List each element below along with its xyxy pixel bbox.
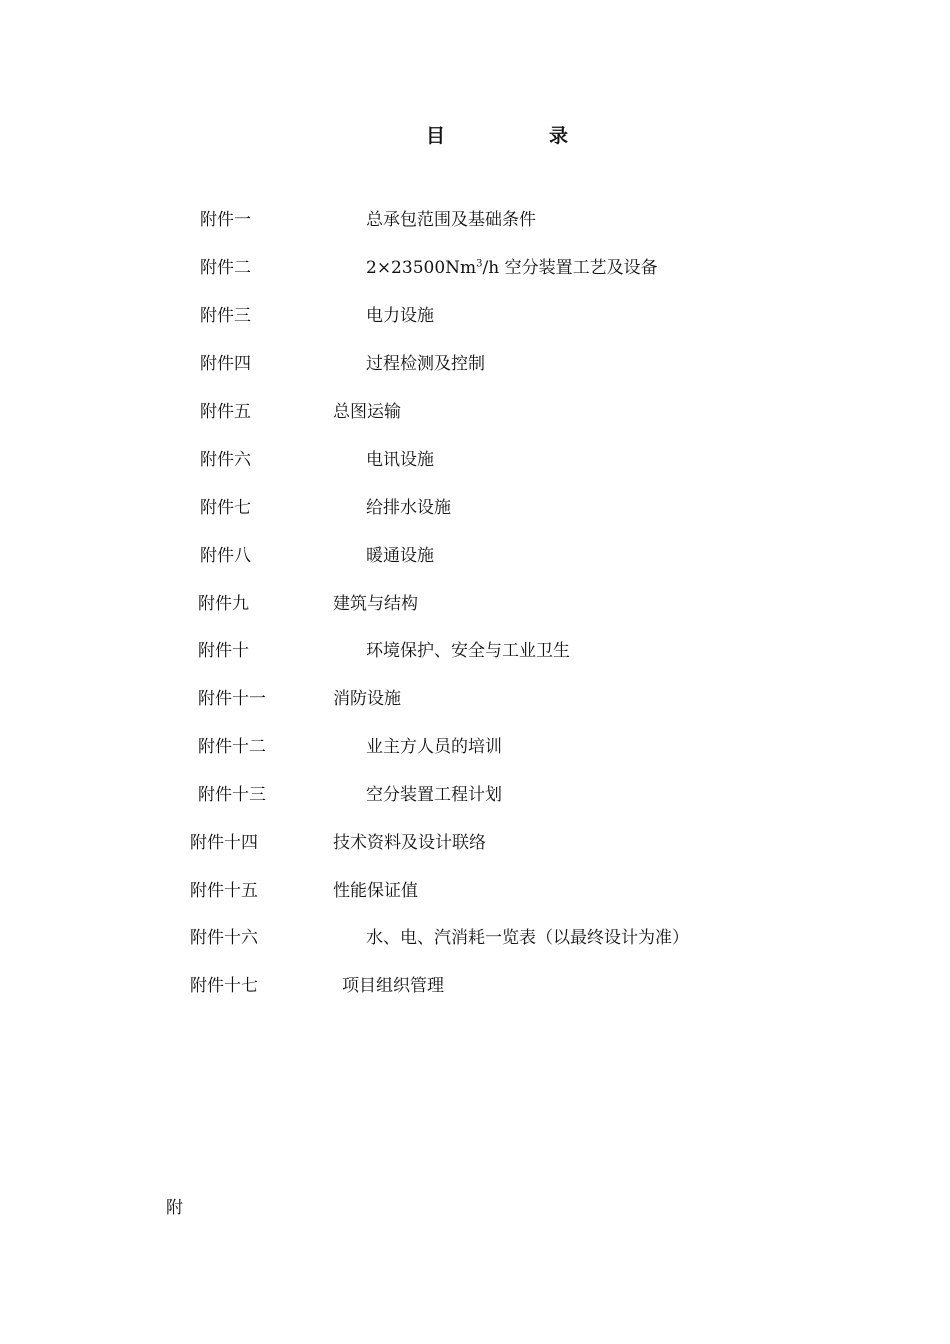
toc-label: 附件六 [200, 450, 251, 470]
toc-row-2 [0, 254, 950, 282]
toc-title-char-1: 目 [426, 125, 446, 147]
toc-entry-title: 电讯设施 [366, 450, 434, 470]
toc-entry-title: 业主方人员的培训 [366, 737, 502, 757]
toc-row-7 [0, 494, 950, 522]
toc-row-1 [0, 206, 950, 234]
toc-entry-title: 项目组织管理 [342, 976, 444, 996]
toc-label: 附件八 [200, 546, 251, 566]
toc-entry-title: 空分装置工程计划 [366, 785, 502, 805]
toc-entry-title: 消防设施 [333, 689, 401, 709]
toc-entry-title: 总承包范围及基础条件 [366, 210, 536, 230]
toc-label: 附件十五 [190, 881, 258, 901]
toc-row-12 [0, 733, 950, 761]
toc-row-10 [0, 637, 950, 665]
toc-entry-title: 总图运输 [333, 402, 401, 422]
toc-entry-title: 技术资料及设计联络 [333, 833, 486, 853]
toc-label: 附件五 [200, 402, 251, 422]
toc-entry-title: 暖通设施 [366, 546, 434, 566]
toc-entry-title: 环境保护、安全与工业卫生 [366, 641, 570, 661]
toc-label: 附件九 [198, 594, 249, 614]
toc-row-3 [0, 302, 950, 330]
toc-title [0, 122, 950, 150]
toc-row-13 [0, 781, 950, 809]
toc-label: 附件十七 [190, 976, 258, 996]
toc-label: 附件三 [200, 306, 251, 326]
toc-label: 附件七 [200, 498, 251, 518]
toc-title-char-2: 录 [549, 125, 569, 147]
toc-entry-title: 过程检测及控制 [366, 354, 485, 374]
toc-row-9 [0, 590, 950, 618]
toc-entry-title: 电力设施 [366, 306, 434, 326]
toc-label: 附件一 [200, 210, 251, 230]
toc-row-17 [0, 972, 950, 1000]
toc-entry-title: 建筑与结构 [333, 594, 418, 614]
toc-label: 附件十二 [198, 737, 266, 757]
toc-row-15 [0, 877, 950, 905]
toc-label: 附件十六 [190, 928, 258, 948]
toc-entry-title-suffix: /h 空分装置工艺及设备 [482, 258, 658, 278]
toc-row-16 [0, 924, 950, 952]
toc-label: 附件二 [200, 258, 251, 278]
toc-entry-title [366, 254, 658, 282]
toc-label: 附件四 [200, 354, 251, 374]
toc-label: 附件十 [198, 641, 249, 661]
toc-entry-title: 水、电、汽消耗一览表（以最终设计为准） [366, 928, 689, 948]
toc-row-8 [0, 542, 950, 570]
toc-row-14 [0, 829, 950, 857]
toc-row-11 [0, 685, 950, 713]
toc-row-4 [0, 350, 950, 378]
superscript-3: 3 [476, 258, 483, 270]
toc-row-5 [0, 398, 950, 426]
page-footer-text: 附 [166, 1198, 183, 1218]
toc-label: 附件十四 [190, 833, 258, 853]
toc-entry-title: 性能保证值 [333, 881, 418, 901]
toc-label: 附件十一 [198, 689, 266, 709]
toc-entry-title-prefix: 2×23500Nm [366, 258, 477, 278]
toc-entry-title: 给排水设施 [366, 498, 451, 518]
toc-row-6 [0, 446, 950, 474]
toc-label: 附件十三 [198, 785, 266, 805]
